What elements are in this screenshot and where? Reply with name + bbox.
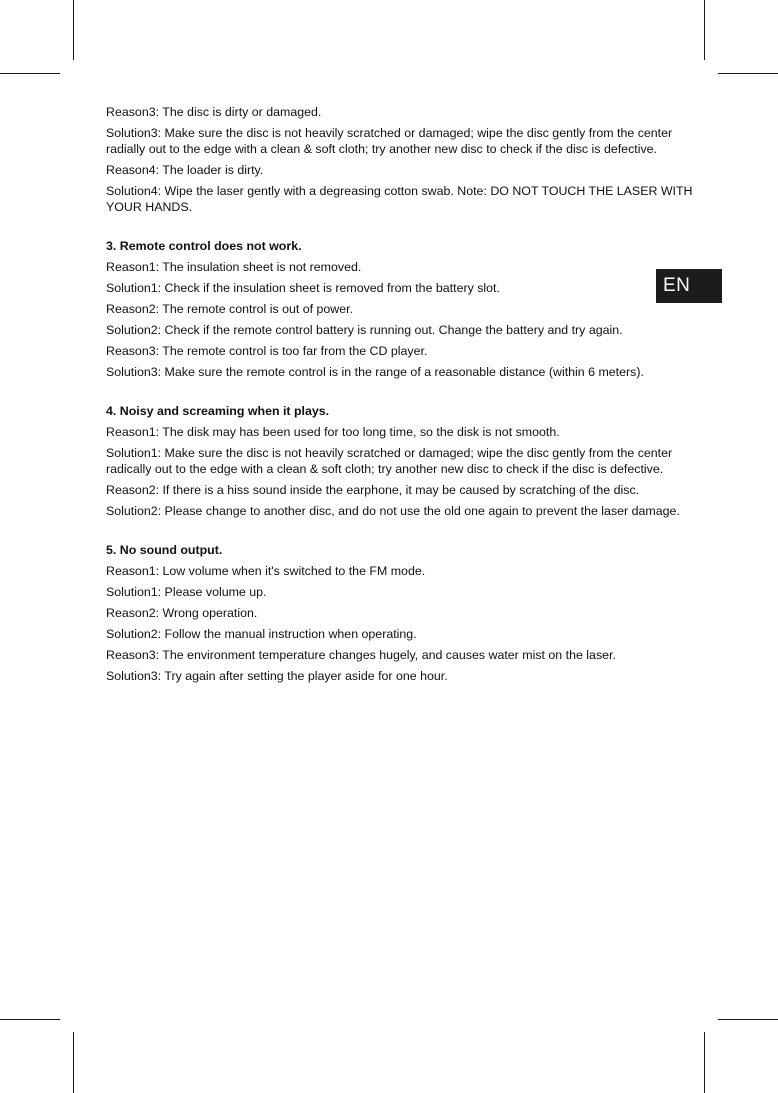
- list-item: Solution2: Please change to another disc, and do not use the old one again to prevent the laser damage.: [106, 504, 680, 518]
- section-remote-control: [106, 238, 696, 380]
- list-item: Solution2: Follow the manual instruction when operating.: [106, 627, 417, 641]
- section-no-sound: [106, 542, 696, 684]
- crop-mark-bottom-left-vertical: [73, 1032, 74, 1093]
- intro-solution3: Solution3: Make sure the disc is not heavily scratched or damaged; wipe the disc gently from the center radially out to the edge with a clean & soft cloth; try another new disc to check if the disc is defective.: [106, 126, 673, 156]
- list-item: Reason1: The insulation sheet is not removed.: [106, 260, 362, 274]
- troubleshooting-content: [106, 104, 696, 689]
- list-item: Reason3: The remote control is too far from the CD player.: [106, 344, 428, 358]
- crop-mark-bottom-right-vertical: [704, 1032, 705, 1093]
- language-tab: EN: [656, 269, 722, 303]
- list-item: Reason1: The disk may has been used for too long time, so the disk is not smooth.: [106, 425, 560, 439]
- list-item: Solution3: Make sure the remote control is in the range of a reasonable distance (within 6 meters).: [106, 365, 644, 379]
- list-item: Solution1: Check if the insulation sheet is removed from the battery slot.: [106, 281, 500, 295]
- intro-block: [106, 104, 696, 215]
- crop-mark-top-right-vertical: [704, 0, 705, 60]
- list-item: Solution2: Check if the remote control battery is running out. Change the battery and try again.: [106, 323, 623, 337]
- crop-mark-top-right-horizontal: [718, 73, 778, 74]
- crop-mark-top-left-horizontal: [0, 73, 60, 74]
- list-item: Solution1: Please volume up.: [106, 585, 267, 599]
- list-item: Solution3: Try again after setting the player aside for one hour.: [106, 669, 448, 683]
- section-heading: 5. No sound output.: [106, 543, 223, 557]
- intro-solution4: Solution4: Wipe the laser gently with a degreasing cotton swab. Note: DO NOT TOUCH THE LASER WITH YOUR HANDS.: [106, 184, 693, 214]
- intro-reason3: Reason3: The disc is dirty or damaged.: [106, 105, 322, 119]
- list-item: Reason1: Low volume when it's switched to the FM mode.: [106, 564, 426, 578]
- list-item: Reason3: The environment temperature changes hugely, and causes water mist on the laser.: [106, 648, 616, 662]
- crop-mark-bottom-right-horizontal: [718, 1019, 778, 1020]
- crop-mark-top-left-vertical: [73, 0, 74, 60]
- crop-mark-bottom-left-horizontal: [0, 1019, 60, 1020]
- list-item: Reason2: If there is a hiss sound inside the earphone, it may be caused by scratching of the disc.: [106, 483, 640, 497]
- intro-reason4: Reason4: The loader is dirty.: [106, 163, 264, 177]
- section-noisy: [106, 403, 696, 519]
- list-item: Solution1: Make sure the disc is not heavily scratched or damaged; wipe the disc gently from the center radically out to the edge with a clean & soft cloth; try another new disc to check if the disc is defective.: [106, 446, 673, 476]
- list-item: Reason2: The remote control is out of power.: [106, 302, 354, 316]
- section-heading: 4. Noisy and screaming when it plays.: [106, 404, 330, 418]
- section-heading: 3. Remote control does not work.: [106, 239, 302, 253]
- list-item: Reason2: Wrong operation.: [106, 606, 258, 620]
